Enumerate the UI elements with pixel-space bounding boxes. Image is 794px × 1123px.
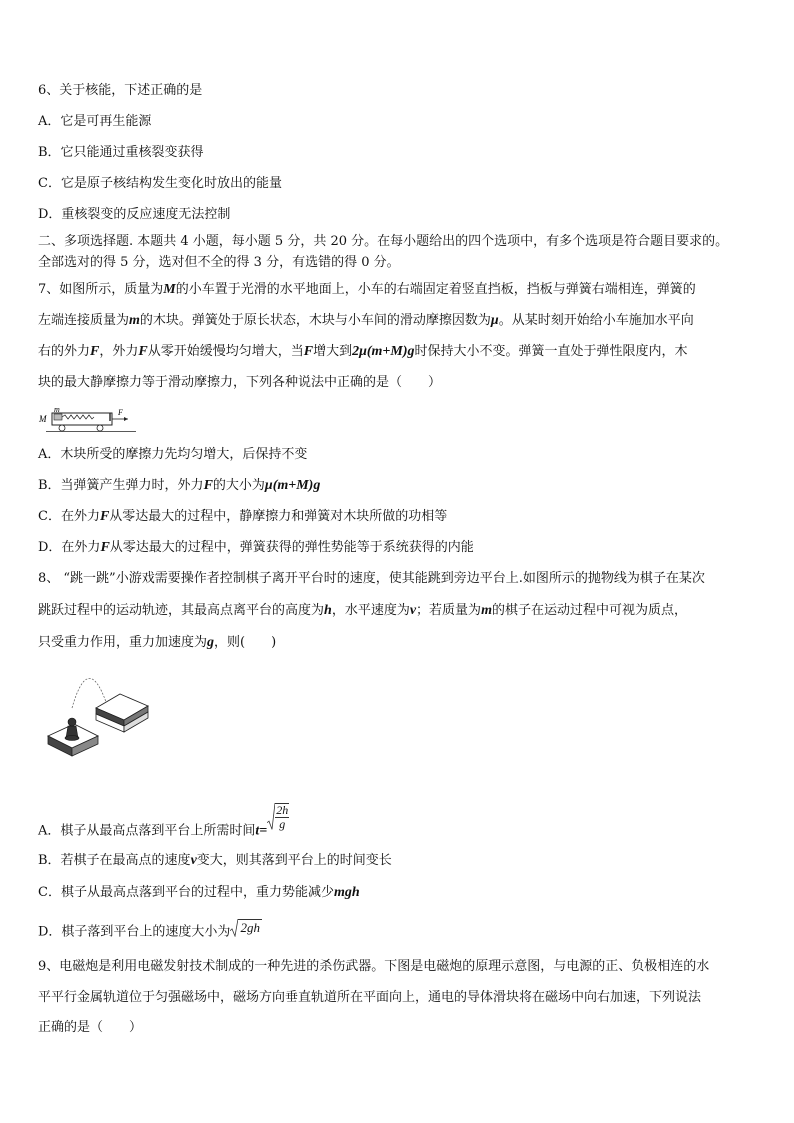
q6-stem: 6、关于核能，下述正确的是 bbox=[38, 83, 203, 98]
q8-stem-line1: 8、 “跳一跳”小游戏需要操作者控制棋子离开平台时的速度，使其能跳到旁边平台上.如图所示的抛物线为棋子在某次 bbox=[38, 571, 705, 586]
figure-label-F: F bbox=[118, 408, 123, 417]
q7-option-d: D．在外力F从零达最大的过程中，弹簧获得的弹性势能等于系统获得的内能 bbox=[38, 540, 474, 555]
q7-stem-line3: 右的外力F，外力F从零开始缓慢均匀增大，当F增大到2μ(m+M)g时保持大小不变。弹簧一直处于弹性限度内，木 bbox=[38, 344, 688, 359]
q7-stem-line4: 块的最大静摩擦力等于滑动摩擦力，下列各种说法中正确的是（ ） bbox=[38, 375, 442, 390]
q8-stem-line2: 跳跃过程中的运动轨迹，其最高点离平台的高度为h，水平速度为v；若质量为m的棋子在运动过程中可视为质点， bbox=[38, 603, 687, 618]
fraction-denominator: g bbox=[279, 817, 286, 831]
q8-option-a: A．棋子从最高点落到平台上所需时间t= $\frac{2h}{g}$ bbox=[38, 803, 289, 839]
q7-option-c: C．在外力F从零达最大的过程中，静摩擦力和弹簧对木块所做的功相等 bbox=[38, 509, 448, 524]
q8-option-c: C．棋子从最高点落到平台的过程中，重力势能减少mgh bbox=[38, 885, 360, 900]
section2-line1: 二、多项选择题. 本题共 4 小题，每小题 5 分，共 20 分。在每小题给出的四个选项中，有多个选项是符合题目要求的。 bbox=[38, 234, 729, 249]
cart-spring-figure bbox=[38, 404, 138, 434]
target-platform bbox=[96, 694, 148, 732]
wheel-right bbox=[97, 425, 103, 431]
q9-stem-line3: 正确的是（ ） bbox=[38, 1020, 143, 1035]
radical-sign bbox=[267, 803, 275, 831]
q8-option-b: B．若棋子在最高点的速度v变大，则其落到平台上的时间变长 bbox=[38, 853, 392, 868]
q6-option-d: D．重核裂变的反应速度无法控制 bbox=[38, 207, 231, 222]
force-arrowhead bbox=[124, 417, 128, 421]
figure-label-M: M bbox=[39, 414, 47, 424]
fraction bbox=[275, 803, 289, 831]
q7-option-a: A．木块所受的摩擦力先均匀增大，后保持不变 bbox=[38, 447, 308, 462]
q7-stem-line1: 7、如图所示，质量为M的小车置于光滑的水平地面上，小车的右端固定着竖直挡板，挡板与弹簧右端相连，弹簧的 bbox=[38, 282, 696, 297]
q9-stem-line1: 9、电磁炮是利用电磁发射技术制成的一种先进的杀伤武器。下图是电磁炮的原理示意图，与电源的正、负极相连的水 bbox=[38, 959, 710, 974]
spring bbox=[62, 415, 94, 419]
fraction-numerator: 2h bbox=[276, 803, 289, 817]
q7-option-b: B．当弹簧产生弹力时，外力F的大小为μ(m+M)g bbox=[38, 478, 321, 493]
jump-game-figure bbox=[44, 668, 156, 760]
figure-label-m: m bbox=[54, 405, 60, 414]
sqrt-fraction bbox=[267, 803, 289, 831]
q7-stem-line2: 左端连接质量为m的木块。弹簧处于原长状态，木块与小车间的滑动摩擦因数为μ。从某时刻开始给小车施加水平向 bbox=[38, 313, 694, 328]
q8-stem-line3: 只受重力作用，重力加速度为g，则( ) bbox=[38, 635, 277, 650]
radical-sign bbox=[230, 919, 238, 937]
q6-option-b: B．它只能通过重核裂变获得 bbox=[38, 145, 204, 160]
parabola-trajectory bbox=[72, 678, 106, 708]
q6-option-c: C．它是原子核结构发生变化时放出的能量 bbox=[38, 176, 282, 191]
section2-line2: 全部选对的得 5 分，选对但不全的得 3 分，有选错的得 0 分。 bbox=[38, 255, 400, 270]
wheel-left bbox=[59, 425, 65, 431]
wood-block bbox=[54, 414, 62, 420]
q8-option-d: D．棋子落到平台上的速度大小为 2gh bbox=[38, 920, 260, 940]
sqrt-expression: 2gh bbox=[230, 919, 262, 937]
q9-stem-line2: 平平行金属轨道位于匀强磁场中，磁场方向垂直轨道所在平面向上，通电的导体滑块将在磁场中向右加速，下列说法 bbox=[38, 990, 702, 1005]
q6-option-a: A．它是可再生能源 bbox=[38, 114, 152, 129]
